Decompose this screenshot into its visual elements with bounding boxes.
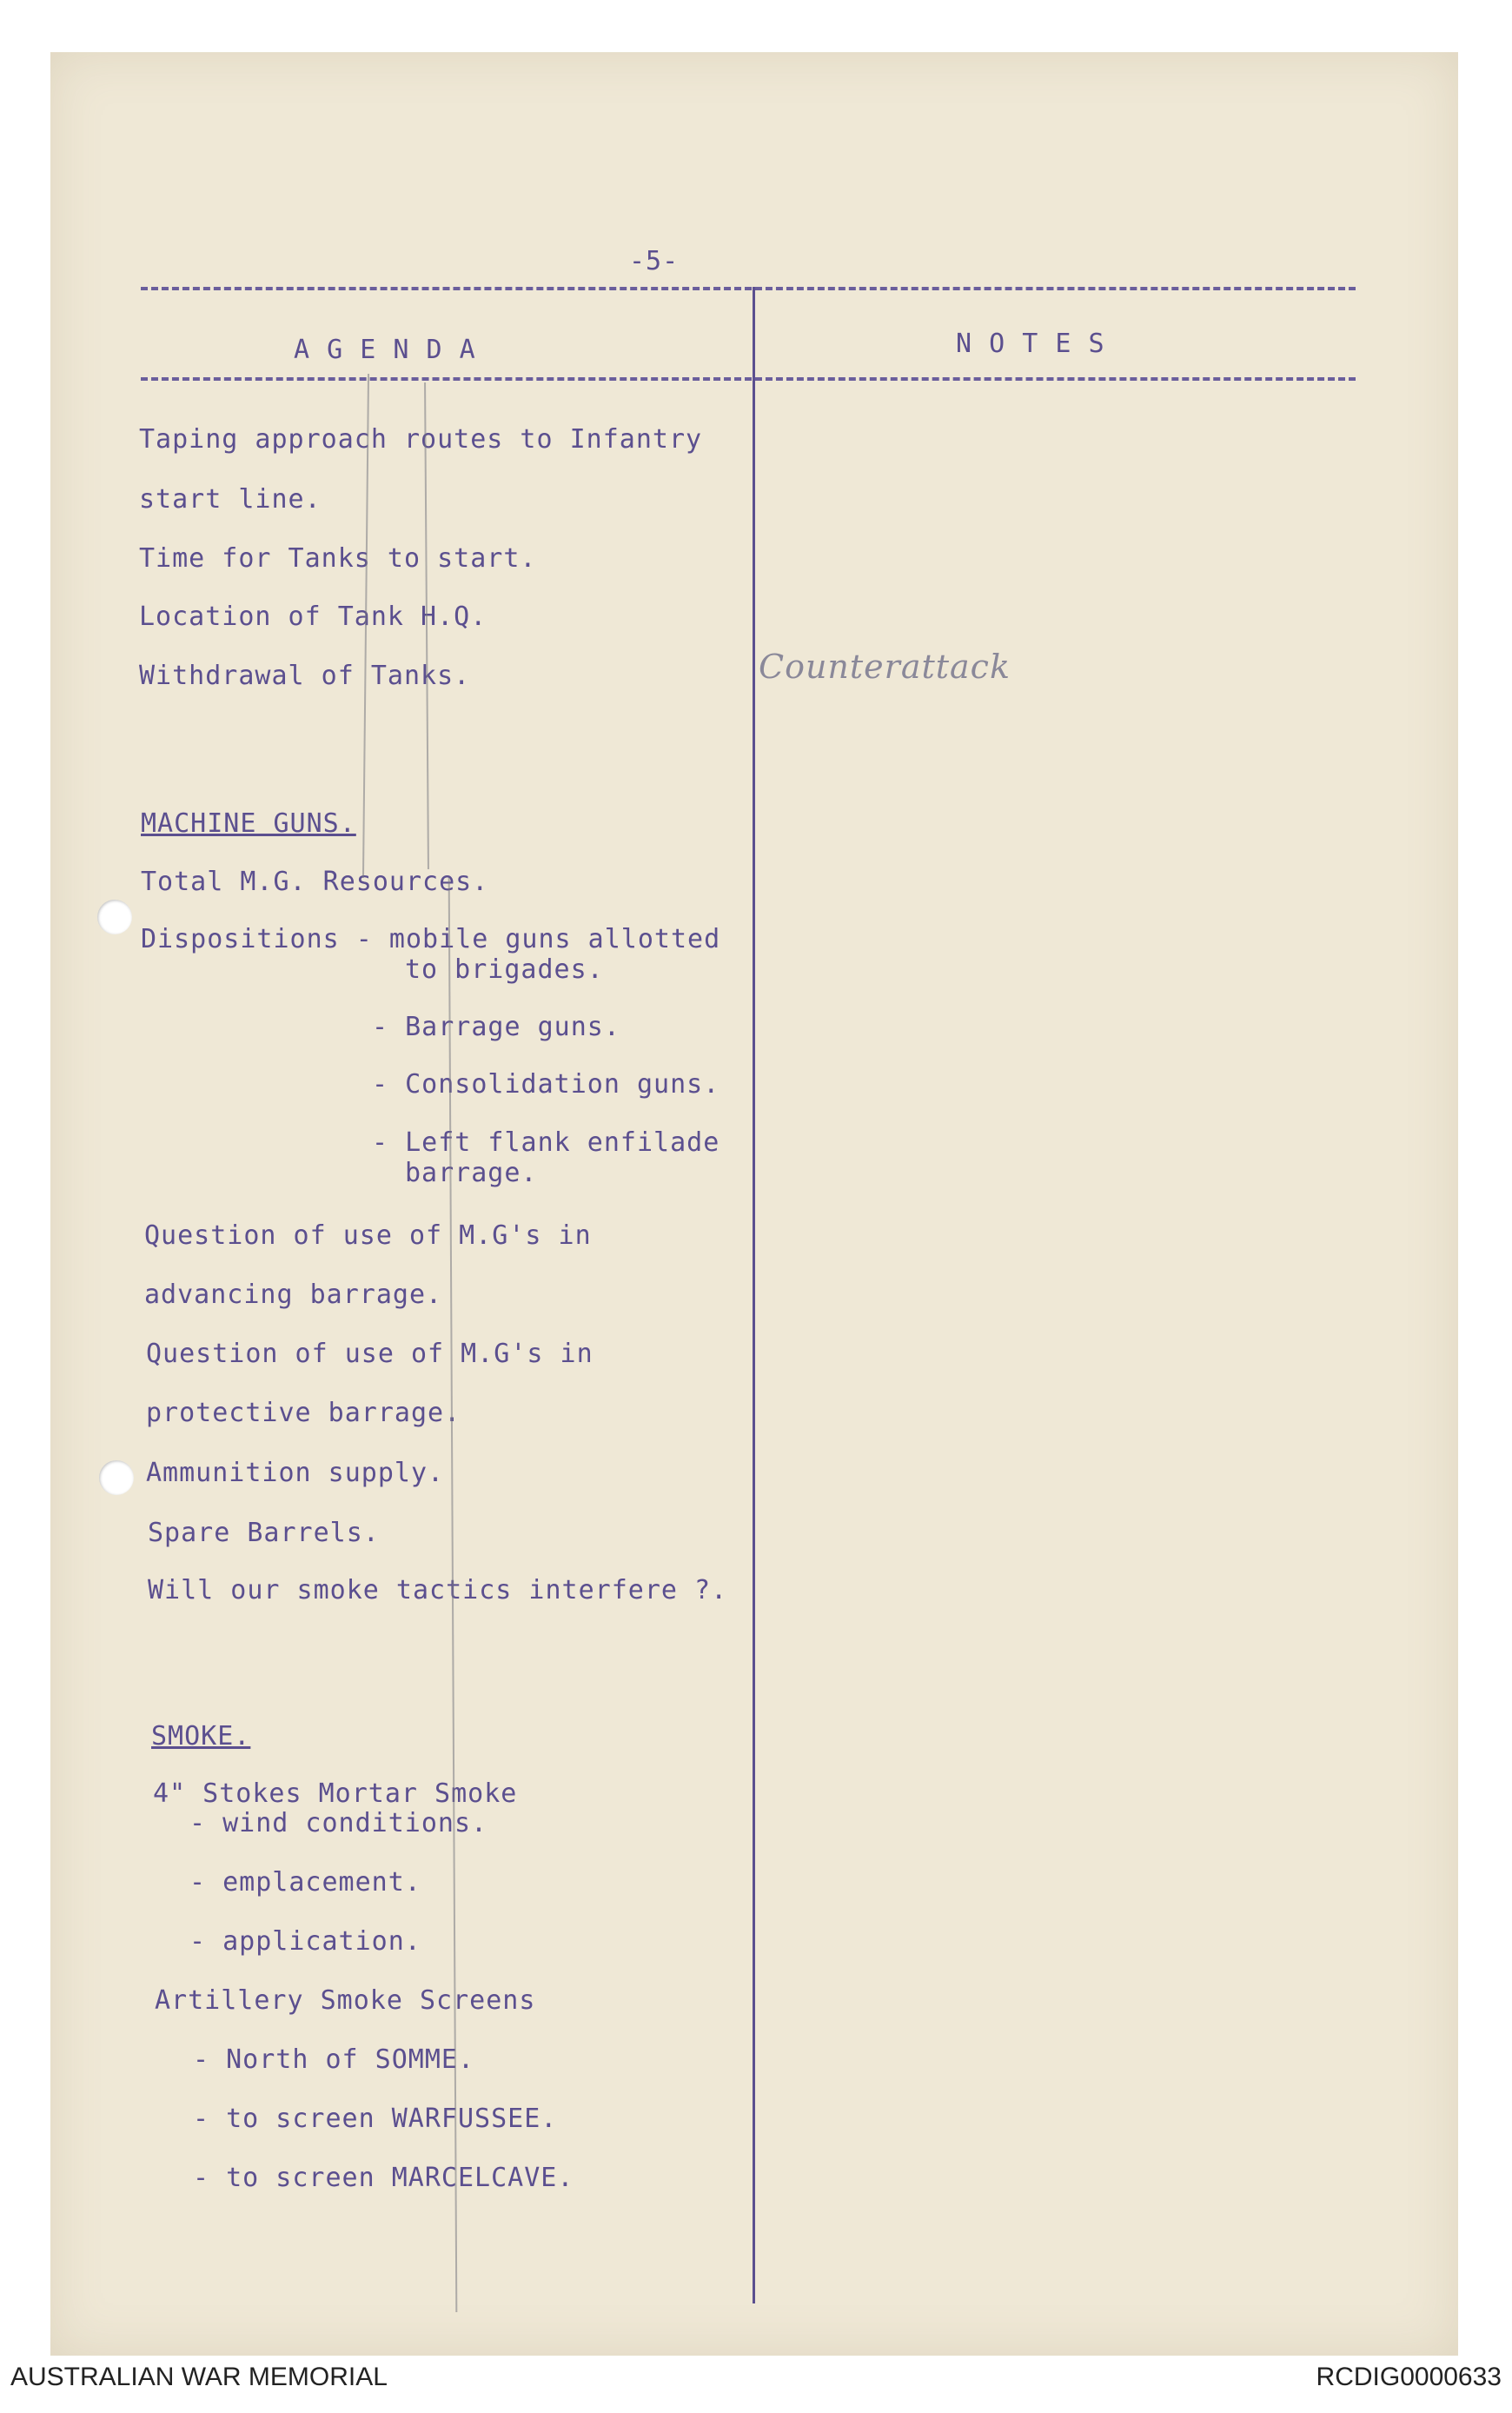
agenda-item: Total M.G. Resources. [141, 867, 489, 897]
agenda-column-header: A G E N D A [294, 335, 476, 365]
footer-right: RCDIG0000633 [1316, 2363, 1502, 2391]
agenda-item: protective barrage. [146, 1398, 461, 1428]
agenda-item: - emplacement. [189, 1867, 421, 1898]
column-divider [753, 287, 755, 2303]
machine-guns-heading: MACHINE GUNS. [141, 808, 356, 839]
agenda-item: - Barrage guns. [372, 1012, 620, 1042]
agenda-item: barrage. [405, 1158, 538, 1188]
agenda-item: - Consolidation guns. [372, 1069, 720, 1100]
agenda-item: to brigades. [405, 954, 604, 985]
agenda-item: Artillery Smoke Screens [155, 1985, 536, 2016]
top-dashed-rule [141, 287, 1356, 290]
header-dashed-rule [141, 377, 1356, 381]
handwritten-note: Counterattack [759, 648, 1011, 686]
agenda-item: Time for Tanks to start. [139, 543, 537, 574]
punch-hole-top [97, 900, 132, 934]
agenda-item: - to screen MARCELCAVE. [193, 2163, 574, 2193]
agenda-item: advancing barrage. [144, 1280, 443, 1310]
agenda-item: - to screen WARFUSSEE. [193, 2104, 558, 2134]
agenda-item: Taping approach routes to Infantry [139, 424, 703, 455]
agenda-item: Question of use of M.G's in [144, 1220, 592, 1251]
agenda-item: - wind conditions. [189, 1808, 488, 1838]
agenda-item: - application. [189, 1926, 421, 1957]
notes-column-header: N O T E S [956, 329, 1105, 359]
punch-hole-bottom [99, 1460, 134, 1495]
agenda-item: Withdrawal of Tanks. [139, 661, 471, 691]
agenda-item: - North of SOMME. [193, 2044, 475, 2075]
smoke-heading: SMOKE. [151, 1721, 251, 1752]
agenda-item: Spare Barrels. [148, 1518, 380, 1548]
agenda-item: Question of use of M.G's in [146, 1339, 594, 1369]
page-number: -5- [629, 246, 680, 276]
agenda-item: Ammunition supply. [146, 1458, 445, 1488]
agenda-item: - Left flank enfilade [372, 1127, 720, 1158]
footer-left: AUSTRALIAN WAR MEMORIAL [10, 2363, 388, 2391]
agenda-item: Dispositions - mobile guns allotted [141, 924, 721, 954]
agenda-item: 4" Stokes Mortar Smoke [153, 1778, 518, 1809]
agenda-item: start line. [139, 484, 322, 515]
agenda-item: Location of Tank H.Q. [139, 602, 487, 632]
agenda-item: Will our smoke tactics interfere ?. [148, 1575, 728, 1605]
